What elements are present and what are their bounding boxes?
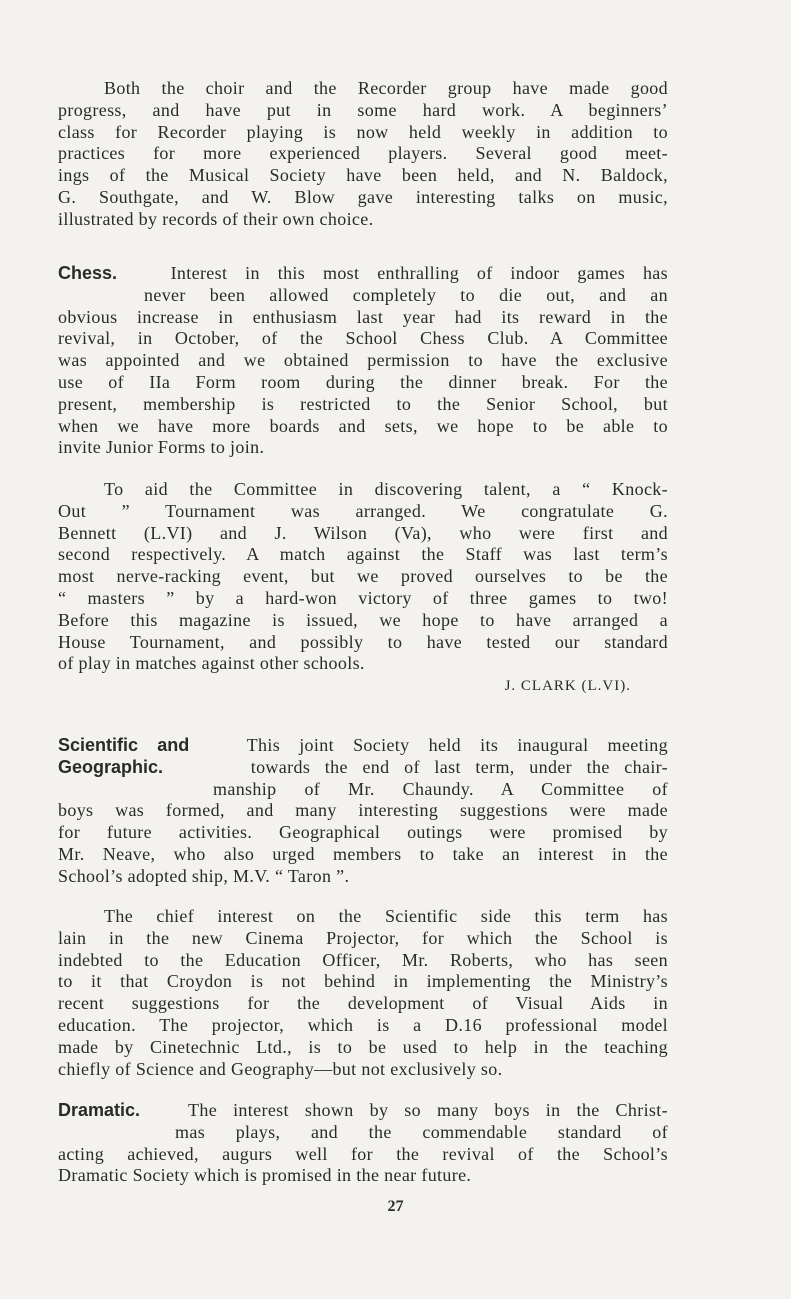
text-line: Before this magazine is issued, we hope to have arranged a [58,609,668,630]
text-line: for future activities. Geographical outings were promised by [58,822,668,843]
text-line: Dramatic Society which is promised in the near future. [58,1165,472,1186]
text-line: was appointed and we obtained permission to have the exclusive [58,350,668,371]
chess-paragraph-2 [58,479,668,675]
text-line: Both the choir and the Recorder group have made good [104,78,668,98]
text-line [58,757,668,779]
text-line: acting achieved, augurs well for the revival of the School’s [58,1143,668,1164]
chess-signature: J. CLARK (L.VI). [504,678,631,694]
text-line: “ masters ” by a hard-won victory of three games to two! [58,587,668,608]
scientific-paragraph-2 [58,906,668,1080]
text-line: obvious increase in enthusiasm last year had its reward in the [58,306,668,327]
text-line [58,263,668,285]
page-number: 27 [387,1198,404,1215]
text-line: to it that Croydon is not behind in implementing the Ministry’s [58,971,668,992]
scientific-heading-1: Scientific and [58,735,190,755]
text-line: manship of Mr. Chaundy. A Committee of [213,778,668,799]
text-line: practices for more experienced players. Several good meet- [58,143,668,164]
text-line: lain in the new Cinema Projector, for which the School is [58,927,668,948]
text-line: G. Southgate, and W. Blow gave interesting talks on music, [58,186,668,207]
text-line: made by Cinetechnic Ltd., is to be used to help in the teaching [58,1036,668,1057]
text-line: School’s adopted ship, M.V. “ Taron ”. [58,865,350,886]
text-line: invite Junior Forms to join. [58,437,265,458]
text-line: The chief interest on the Scientific side this term has [104,906,668,926]
text-line: second respectively. A match against the Staff was last term’s [58,544,668,565]
dramatic-heading: Dramatic. [58,1100,141,1120]
dramatic-section [58,1100,668,1187]
scientific-section [58,735,668,888]
text-line: of play in matches against other schools. [58,653,365,674]
text-line: Out ” Tournament was arranged. We congratulate G. [58,500,668,521]
text-line: mas plays, and the commendable standard of [175,1121,668,1142]
text-line: recent suggestions for the development of Visual Aids in [58,993,668,1014]
text-line: revival, in October, of the School Chess Club. A Committee [58,328,668,349]
chess-section [58,263,668,459]
text-fragment: Interest in this most enthralling of indoor games has [170,263,668,283]
text-line: most nerve-racking event, but we proved ourselves to be the [58,566,668,587]
scientific-heading-2: Geographic. [58,756,164,777]
text-line: present, membership is restricted to the Senior School, but [58,393,668,414]
text-line: illustrated by records of their own choice. [58,208,374,229]
text-line: Mr. Neave, who also urged members to take an interest in the [58,843,668,864]
text-fragment: This joint Society held its inaugural meeting [246,735,668,755]
text-line: when we have more boards and sets, we hope to be able to [58,415,668,436]
text-line: use of IIa Form room during the dinner break. For the [58,371,668,392]
text-fragment: towards the end of last term, under the chair- [250,756,668,777]
text-line: House Tournament, and possibly to have tested our standard [58,631,668,652]
text-line: education. The projector, which is a D.16 professional model [58,1014,668,1035]
text-line [58,735,668,757]
text-line [58,1100,668,1122]
text-fragment: The interest shown by so many boys in the Christ- [188,1100,668,1120]
text-line: To aid the Committee in discovering talent, a “ Knock- [104,479,668,499]
text-line: chiefly of Science and Geography—but not exclusively so. [58,1058,503,1079]
text-line: indebted to the Education Officer, Mr. Roberts, who has seen [58,949,668,970]
text-line: never been allowed completely to die out, and an [144,284,668,305]
chess-heading: Chess. [58,263,118,283]
musical-paragraph [58,78,668,231]
text-line: boys was formed, and many interesting suggestions were made [58,800,668,821]
text-line: Bennett (L.VI) and J. Wilson (Va), who were first and [58,522,668,543]
text-line: ings of the Musical Society have been held, and N. Baldock, [58,165,668,186]
text-line: progress, and have put in some hard work. A beginners’ [58,99,668,120]
text-line: class for Recorder playing is now held weekly in addition to [58,121,668,142]
